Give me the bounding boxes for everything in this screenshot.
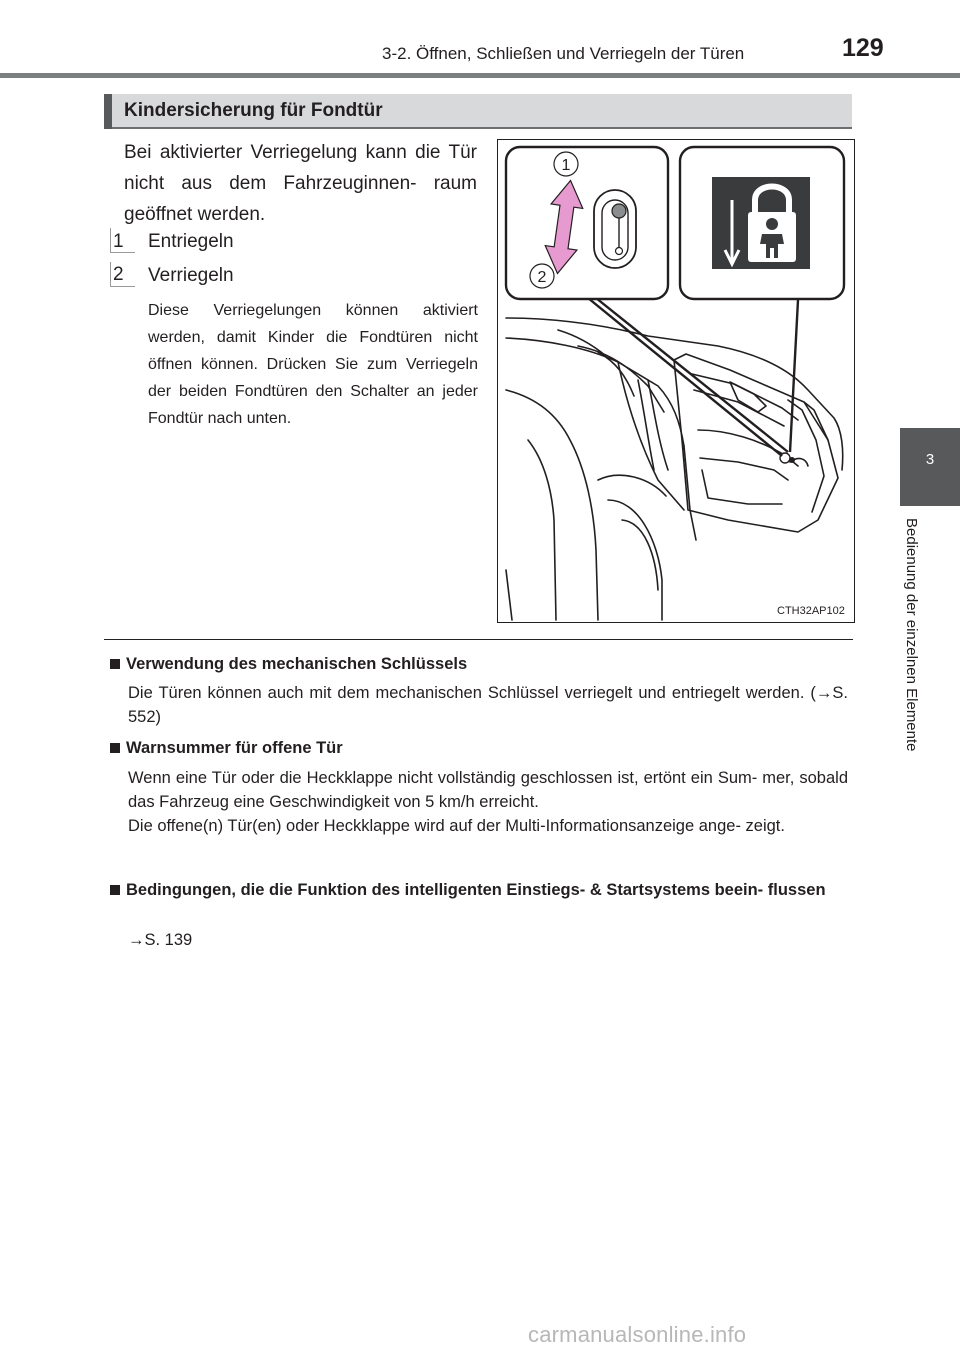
child-lock-symbol-inset	[680, 147, 844, 299]
bullet-square-icon	[110, 885, 120, 895]
intro-paragraph: Bei aktivierter Verriegelung kann die Tür nicht aus dem Fahrzeuginnen- raum geöffnet werden.	[124, 142, 477, 225]
info-heading-smart-entry	[110, 878, 855, 902]
child-lock-note: Diese Verriegelungen können aktiviert werden, damit Kinder die Fondtüren nicht öffnen können. Drücken Sie zum Verriegeln der beiden Fondtüren den Schalter an jeder Fondtür nach unten.	[148, 302, 478, 427]
info-body-door-warning-line2: Die offene(n) Tür(en) oder Heckklappe wird auf der Multi-Informationsanzeige ange- zeigt.	[128, 817, 785, 835]
step-number: 1	[113, 231, 124, 252]
info-body-smart-entry-reference: →S. 139	[128, 931, 193, 949]
info-heading-text: Warnsummer für offene Tür	[126, 739, 343, 757]
child-lock-illustration	[497, 139, 855, 623]
door-lock-switch	[780, 453, 795, 463]
chapter-tab-number: 3	[925, 451, 935, 468]
chapter-tab-title-wrap	[903, 518, 931, 803]
header-rule	[0, 73, 960, 78]
leader-lines	[588, 298, 798, 456]
step-label-unlock: Entriegeln	[148, 231, 234, 252]
chapter-tab-title: Bedienung der einzelnen Elemente	[903, 518, 920, 752]
bullet-square-icon	[110, 659, 120, 669]
figure-code: CTH32AP102	[777, 605, 845, 617]
callout-1-number: 1	[561, 157, 571, 174]
child-head-icon	[766, 218, 778, 230]
step-label-lock: Verriegeln	[148, 265, 234, 286]
info-heading-mechanical-key	[110, 655, 467, 674]
bullet-square-icon	[110, 743, 120, 753]
info-heading-text: Verwendung des mechanischen Schlüssels	[126, 655, 468, 673]
running-header-title: 3-2. Öffnen, Schließen und Verriegeln der Türen	[382, 44, 745, 63]
switch-detail-inset	[506, 147, 668, 299]
page-number: 129	[842, 34, 884, 62]
info-body-mechanical-key: Die Türen können auch mit dem mechanischen Schlüssel verriegelt und entriegelt werden. (→S. 552)	[128, 684, 848, 726]
step-number: 2	[113, 264, 124, 285]
section-heading-marker	[104, 94, 112, 129]
info-heading-text: Bedingungen, die die Funktion des intelligenten Einstiegs- & Startsystems beein- flussen	[126, 881, 826, 899]
section-title: Kindersicherung für Fondtür	[124, 100, 383, 121]
callout-2-number: 2	[537, 269, 547, 286]
car-outline	[506, 318, 843, 620]
illustration-svg	[498, 140, 854, 622]
site-watermark: carmanualsonline.info	[528, 1322, 747, 1347]
info-heading-door-warning	[110, 739, 343, 758]
info-body-door-warning-line1: Wenn eine Tür oder die Heckklappe nicht vollständig geschlossen ist, ertönt ein Sum- mer, sobald das Fahrzeug eine Geschwindigkeit von 5 km/h erreicht.	[128, 769, 848, 811]
section-divider	[104, 639, 853, 640]
info-body-door-warning	[128, 766, 848, 838]
